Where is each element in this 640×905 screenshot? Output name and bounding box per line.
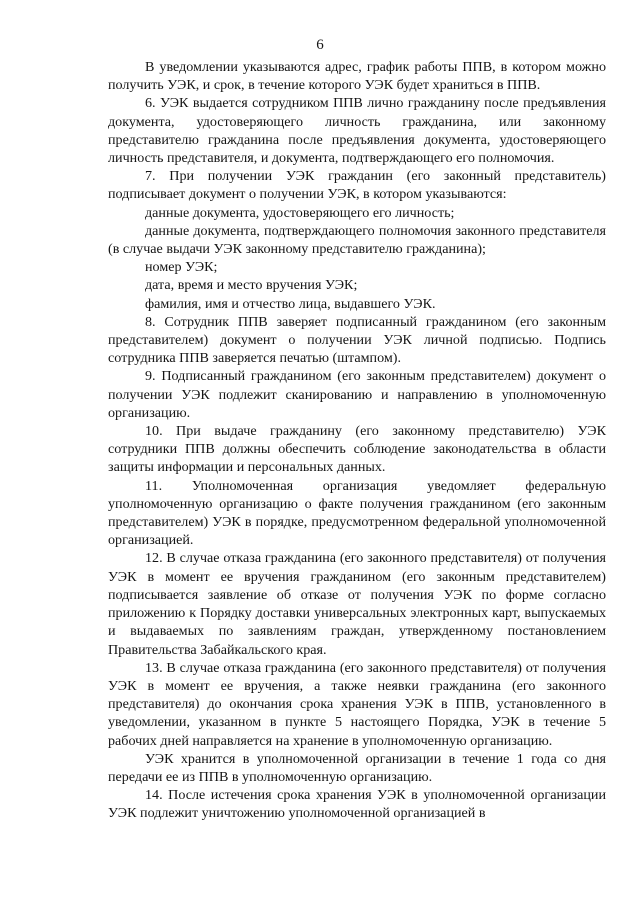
paragraph-item-12: 12. В случае отказа гражданина (его законного представителя) от получения УЭК в момент ее вручения гражданином (его законным представителем) подписывается заявление об отказе от получения УЭК по форме согласно приложению к Порядку доставки универсальных электронных карт, выпускаемых и выдаваемых по заявлениям граждан, утвержденному постановлением Правительства Забайкальского края. xyxy=(108,550,606,658)
paragraph-item-10: 10. При выдаче гражданину (его законному представителю) УЭК сотрудники ППВ должны обеспечить соблюдение законодательства в области защиты информации и персональных данных. xyxy=(108,423,606,476)
paragraph-item-11: 11. Уполномоченная организация уведомляет федеральную уполномоченную организацию о факте получения гражданином (его законным представителем) УЭК в порядке, предусмотренном федеральной уполномоченной организацией. xyxy=(108,477,606,549)
list-item-authority-document: данные документа, подтверждающего полномочия законного представителя (в случае выдачи УЭК законному представителю гражданина); xyxy=(108,222,606,258)
paragraph-item-13: 13. В случае отказа гражданина (его законного представителя) от получения УЭК в момент ее вручения, а также неявки гражданина (его законного представителя) до окончания срока хранения УЭК в ППВ, установленного в уведомлении, указанном в пункте 5 настоящего Порядка, УЭК в течение 5 рабочих дней направляется на хранение в уполномоченную организацию. xyxy=(108,659,606,749)
paragraph-item-8: 8. Сотрудник ППВ заверяет подписанный гражданином (его законным представителем) документ о получении УЭК личной подписью. Подпись сотрудника ППВ заверяется печатью (штампом). xyxy=(108,313,606,367)
paragraph-item-9: 9. Подписанный гражданином (его законным представителем) документ о получении УЭК подлежит сканированию и направлению в уполномоченную организацию. xyxy=(108,368,606,421)
list-item-card-number: номер УЭК; xyxy=(145,259,218,276)
paragraph-item-6: 6. УЭК выдается сотрудником ППВ лично гражданину после предъявления документа, удостоверяющего личность гражданина, или законному представителю гражданина после предъявления документа, удостоверяющего личность представителя, и документа, подтверждающего его полномочия. xyxy=(108,95,606,167)
paragraph-storage-period: УЭК хранится в уполномоченной организации в течение 1 года со дня передачи ее из ППВ в уполномоченную организацию. xyxy=(108,750,606,785)
document-body xyxy=(108,58,606,823)
paragraph-notice-contents: В уведомлении указываются адрес, график работы ППВ, в котором можно получить УЭК, и срок, в течение которого УЭК будет храниться в ППВ. xyxy=(108,59,606,94)
list-item-identity-document: данные документа, удостоверяющего его личность; xyxy=(145,204,455,221)
page-number: 6 xyxy=(316,37,324,53)
paragraph-item-14: 14. После истечения срока хранения УЭК в уполномоченной организации УЭК подлежит уничтожению уполномоченной организацией в xyxy=(108,787,606,822)
paragraph-item-7: 7. При получении УЭК гражданин (его законный представитель) подписывает документ о получении УЭК, в котором указываются: xyxy=(108,168,606,203)
list-item-issuer-name: фамилия, имя и отчество лица, выдавшего УЭК. xyxy=(145,295,436,312)
list-item-date-time-place: дата, время и место вручения УЭК; xyxy=(145,277,358,294)
